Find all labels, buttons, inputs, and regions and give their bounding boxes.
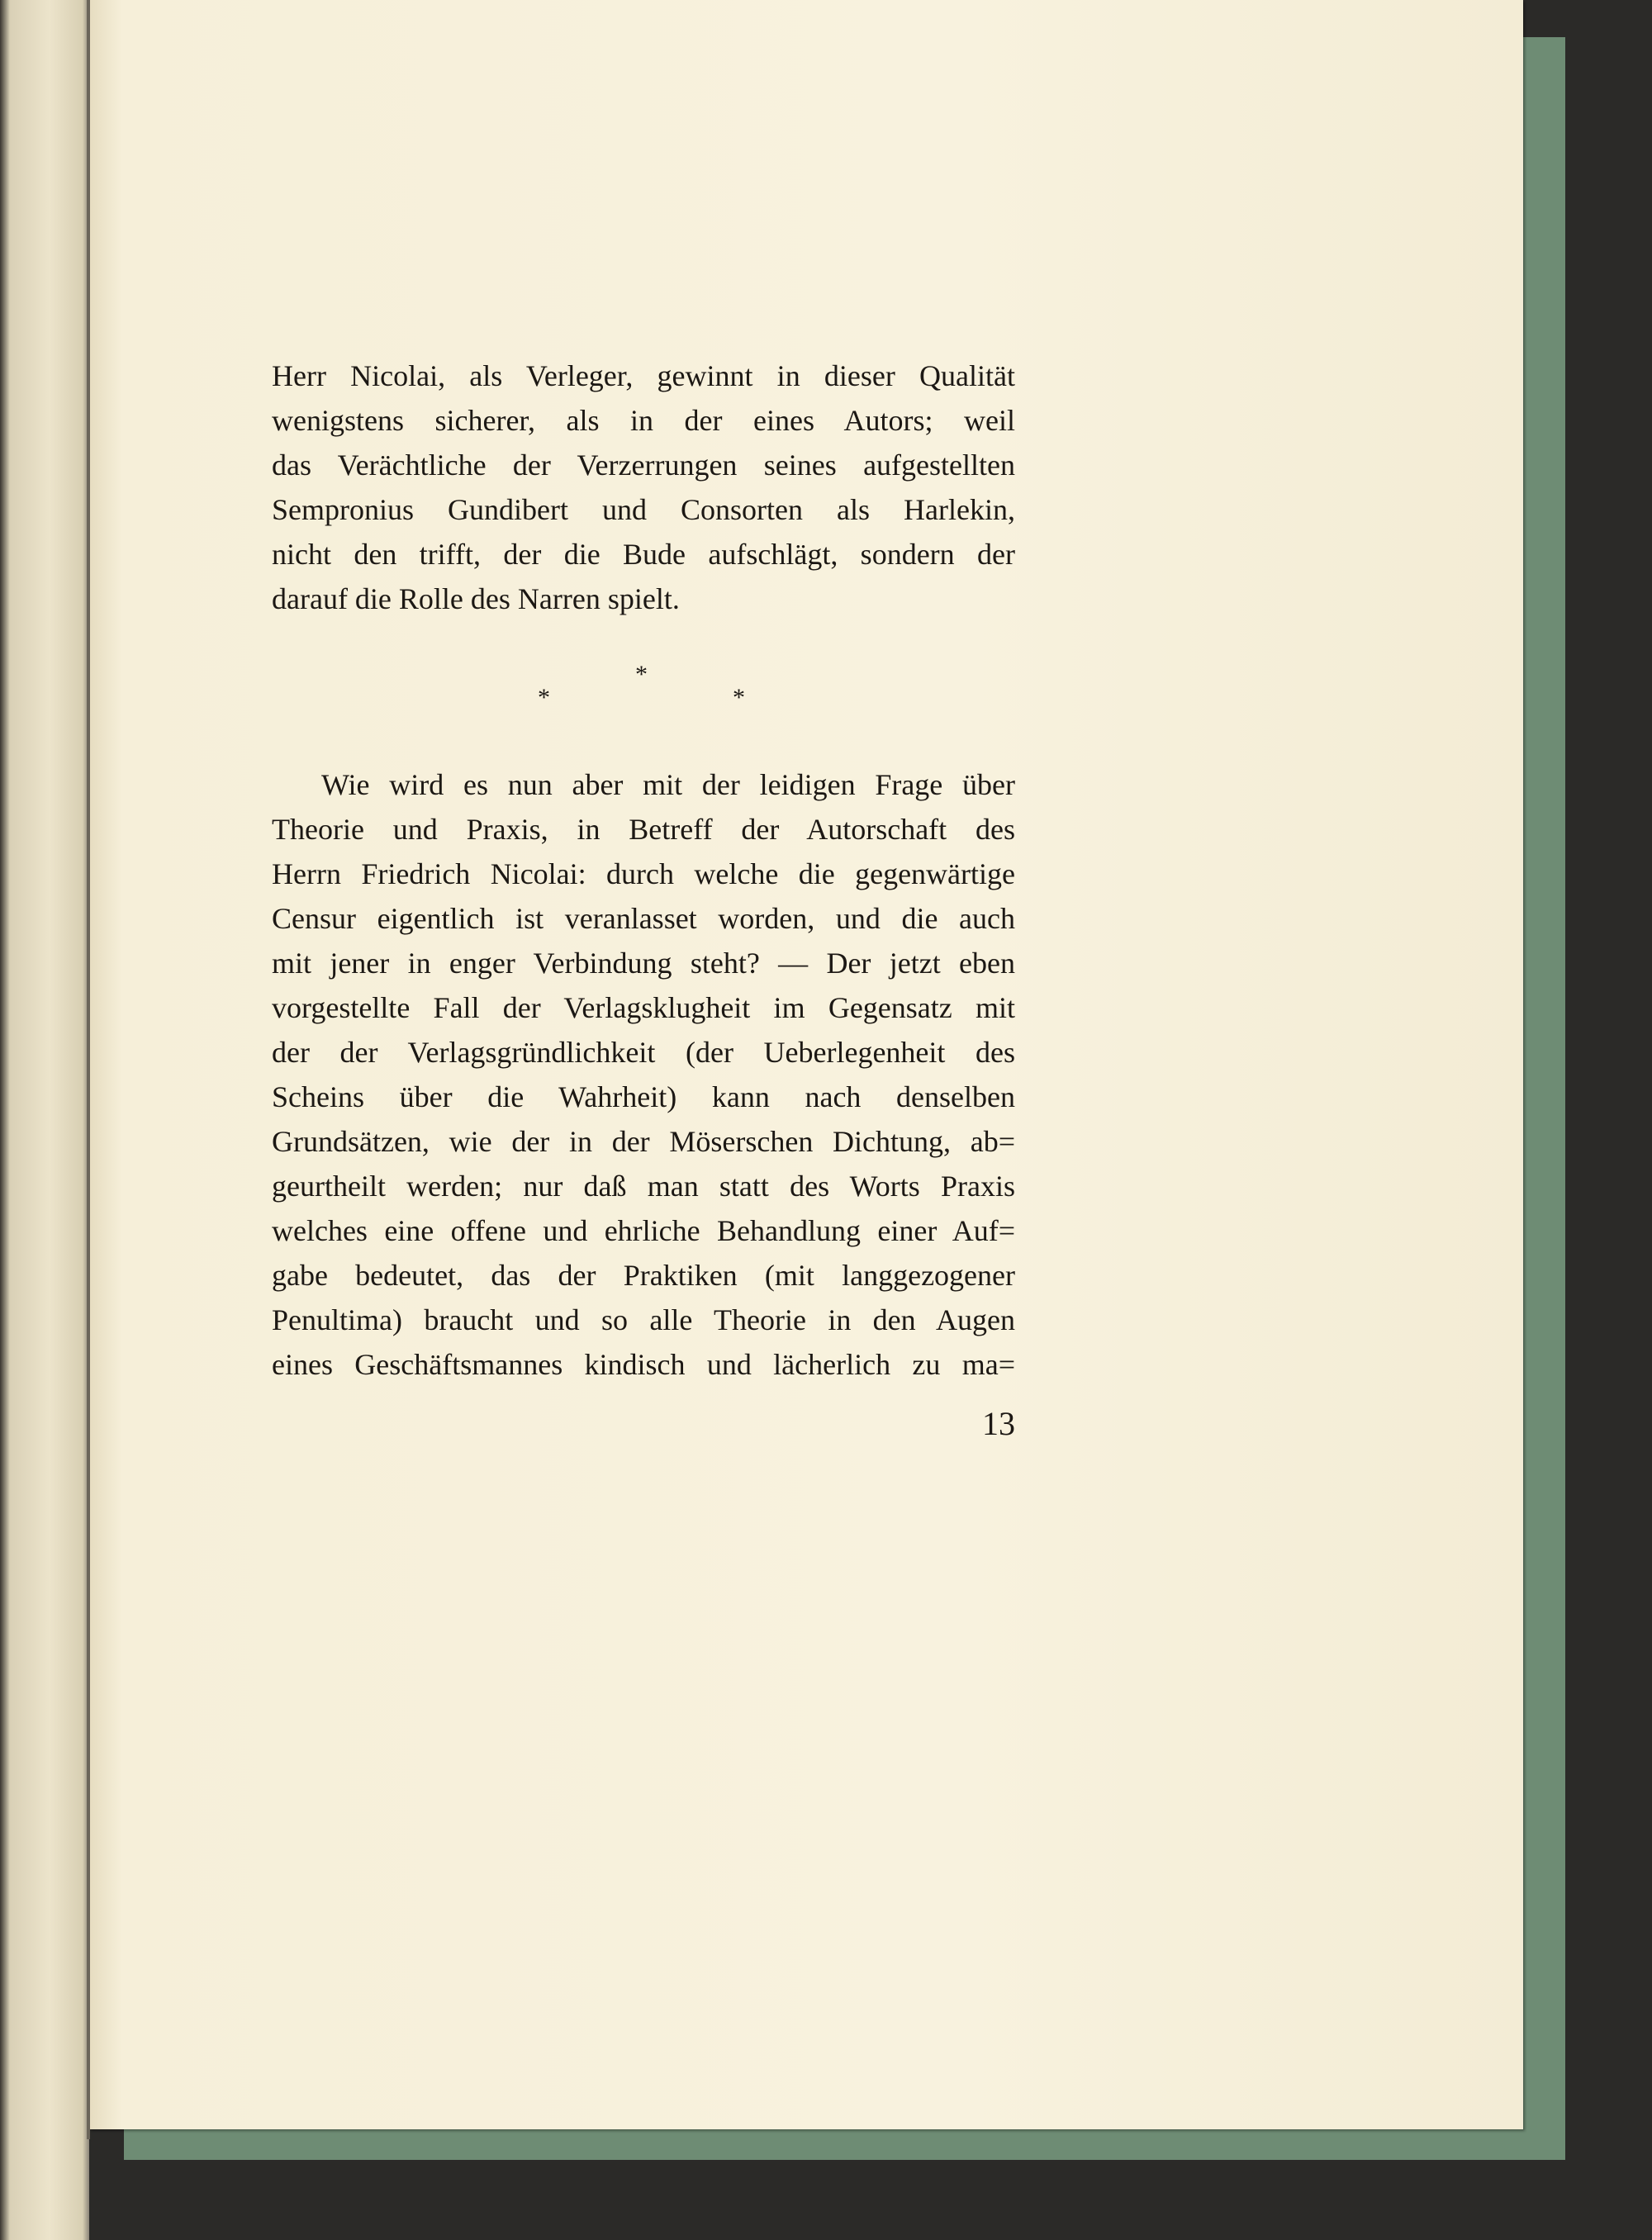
facing-page-edge	[0, 0, 89, 2240]
paragraph-2	[272, 762, 1015, 1387]
text-line: vorgestellte Fall der Verlagsklugheit im Gegensatz mit	[272, 991, 1015, 1024]
text-line: das Verächtliche der Verzerrungen seines aufgestellten	[272, 448, 1015, 482]
text-line: Herrn Friedrich Nicolai: durch welche die gegenwärtige	[272, 857, 1015, 890]
text-line: Herr Nicolai, als Verleger, gewinnt in dieser Qualität	[272, 359, 1015, 392]
text-line: Scheins über die Wahrheit) kann nach denselben	[272, 1080, 1015, 1113]
page-number: 13	[982, 1405, 1015, 1442]
section-separator	[272, 661, 1015, 727]
text-line: der der Verlagsgründlichkeit (der Ueberlegenheit des	[272, 1036, 1015, 1069]
asterisk-left: *	[538, 684, 550, 711]
text-line: Theorie und Praxis, in Betreff der Autorschaft des	[272, 813, 1015, 846]
text-line: darauf die Rolle des Narren spielt.	[272, 582, 680, 615]
text-line: eines Geschäftsmannes kindisch und lächerlich zu ma=	[272, 1348, 1015, 1381]
text-line: gabe bedeutet, das der Praktiken (mit langgezogener	[272, 1259, 1015, 1292]
text-line: Penultima) braucht und so alle Theorie in den Augen	[272, 1303, 1015, 1336]
text-line: Sempronius Gundibert und Consorten als Harlekin,	[272, 493, 1015, 526]
text-line: Wie wird es nun aber mit der leidigen Frage über	[321, 768, 1015, 801]
text-line: Grundsätzen, wie der in der Möserschen Dichtung, ab=	[272, 1125, 1015, 1158]
text-line: geurtheilt werden; nur daß man statt des Worts Praxis	[272, 1170, 1015, 1203]
text-line: mit jener in enger Verbindung steht? — Der jetzt eben	[272, 947, 1015, 980]
text-line: welches eine offene und ehrliche Behandlung einer Auf=	[272, 1214, 1015, 1247]
asterisk-right: *	[733, 684, 745, 711]
book-gutter	[87, 0, 90, 2139]
text-line: Censur eigentlich ist veranlasset worden, und die auch	[272, 902, 1015, 935]
asterisk-top: *	[635, 661, 648, 688]
paragraph-1	[272, 354, 1015, 621]
text-line: nicht den trifft, der die Bude aufschlägt, sondern der	[272, 538, 1015, 571]
text-line: wenigstens sicherer, als in der eines Autors; weil	[272, 404, 1015, 437]
